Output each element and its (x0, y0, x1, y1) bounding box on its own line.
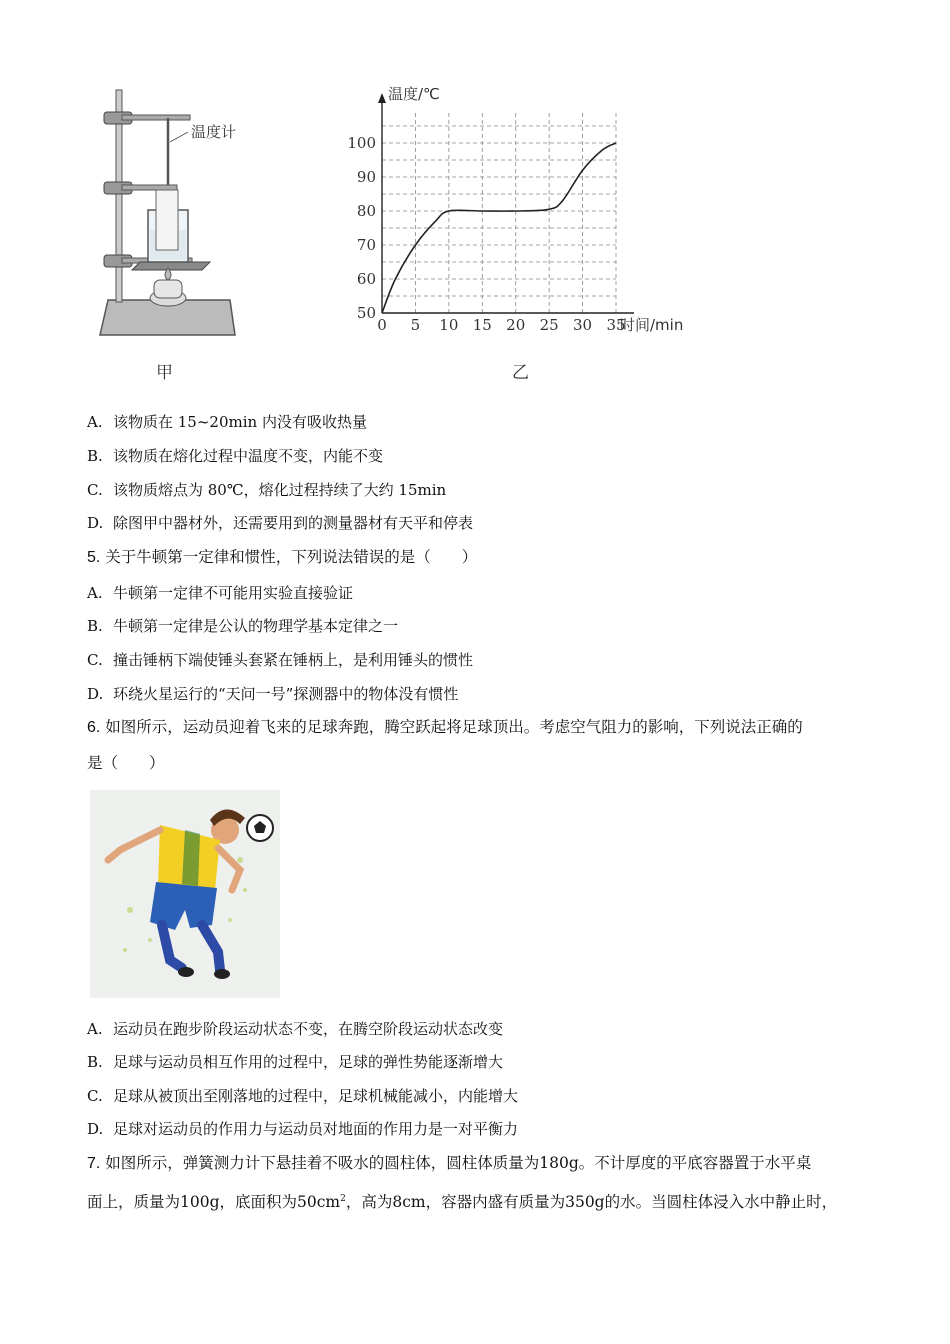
figure-area (90, 80, 740, 390)
q6-stem-line2: 是（ ） (87, 754, 165, 772)
y-tick-label: 80 (356, 202, 376, 220)
q6-option-b: B. 足球与运动员相互作用的过程中，足球的弹性势能逐渐增大 (87, 1053, 504, 1071)
y-tick-label: 90 (356, 168, 376, 186)
y-axis-arrow (378, 93, 386, 103)
y-axis-label: 温度/℃ (388, 85, 440, 103)
x-tick-label: 15 (472, 316, 492, 334)
q7-stem-line2: 面上，质量为100g，底面积为$50cm^2$，高为8cm，容器内盛有质量为350g的水。当圆柱体浸入水中静止时， (87, 1193, 838, 1212)
x-tick-label: 35 (606, 316, 626, 334)
x-tick-label: 0 (377, 316, 387, 334)
q5-option-d: D. 环绕火星运行的“天问一号”探测器中的物体没有惯性 (87, 685, 459, 703)
thermometer-label: 温度计 (191, 123, 237, 141)
q6-option-a: A. 运动员在跑步阶段运动状态不变，在腾空阶段运动状态改变 (87, 1020, 504, 1038)
y-tick-label: 60 (356, 270, 376, 288)
x-axis-label: 时间/min (620, 316, 684, 334)
q6-stem-line1: 6. 如图所示，运动员迎着飞来的足球奔跑，腾空跃起将足球顶出。考虑空气阻力的影响，下列说法正确的 (87, 718, 803, 736)
q4-option-a: A. 该物质在 15~20min 内没有吸收热量 (87, 413, 367, 431)
x-tick-label: 5 (410, 316, 421, 334)
q5-option-b: B. 牛顿第一定律是公认的物理学基本定律之一 (87, 617, 399, 635)
x-tick-label: 30 (573, 316, 593, 334)
caption-jia: 甲 (156, 363, 173, 383)
x-tick-label: 10 (439, 316, 459, 334)
apparatus-illustration (90, 80, 250, 350)
y-tick-label: 70 (356, 236, 376, 254)
x-tick-label: 20 (506, 316, 526, 334)
temperature-time-graph (340, 85, 720, 335)
q6-option-c: C. 足球从被顶出至刚落地的过程中，足球机械能减小，内能增大 (87, 1087, 519, 1105)
y-tick-label: 100 (347, 134, 376, 152)
soccer-player-image (90, 790, 280, 998)
q5-option-c: C. 撞击锤柄下端使锤头套紧在锤柄上，是利用锤头的惯性 (87, 651, 474, 669)
q5-option-a: A. 牛顿第一定律不可能用实验直接验证 (87, 584, 354, 602)
q7-stem-line1: 7. 如图所示，弹簧测力计下悬挂着不吸水的圆柱体，圆柱体质量为180g。不计厚度的平底容器置于水平桌 (87, 1154, 812, 1172)
q4-option-d: D. 除图甲中器材外，还需要用到的测量器材有天平和停表 (87, 514, 474, 532)
q4-option-c: C. 该物质熔点为 80℃，熔化过程持续了大约 15min (87, 481, 447, 499)
q5-stem: 5. 关于牛顿第一定律和惯性，下列说法错误的是（ ） (87, 548, 478, 566)
q6-option-d: D. 足球对运动员的作用力与运动员对地面的作用力是一对平衡力 (87, 1120, 519, 1138)
y-tick-label: 50 (356, 304, 376, 322)
x-tick-label: 25 (539, 316, 559, 334)
caption-yi: 乙 (512, 363, 529, 383)
q4-option-b: B. 该物质在熔化过程中温度不变，内能不变 (87, 447, 384, 465)
